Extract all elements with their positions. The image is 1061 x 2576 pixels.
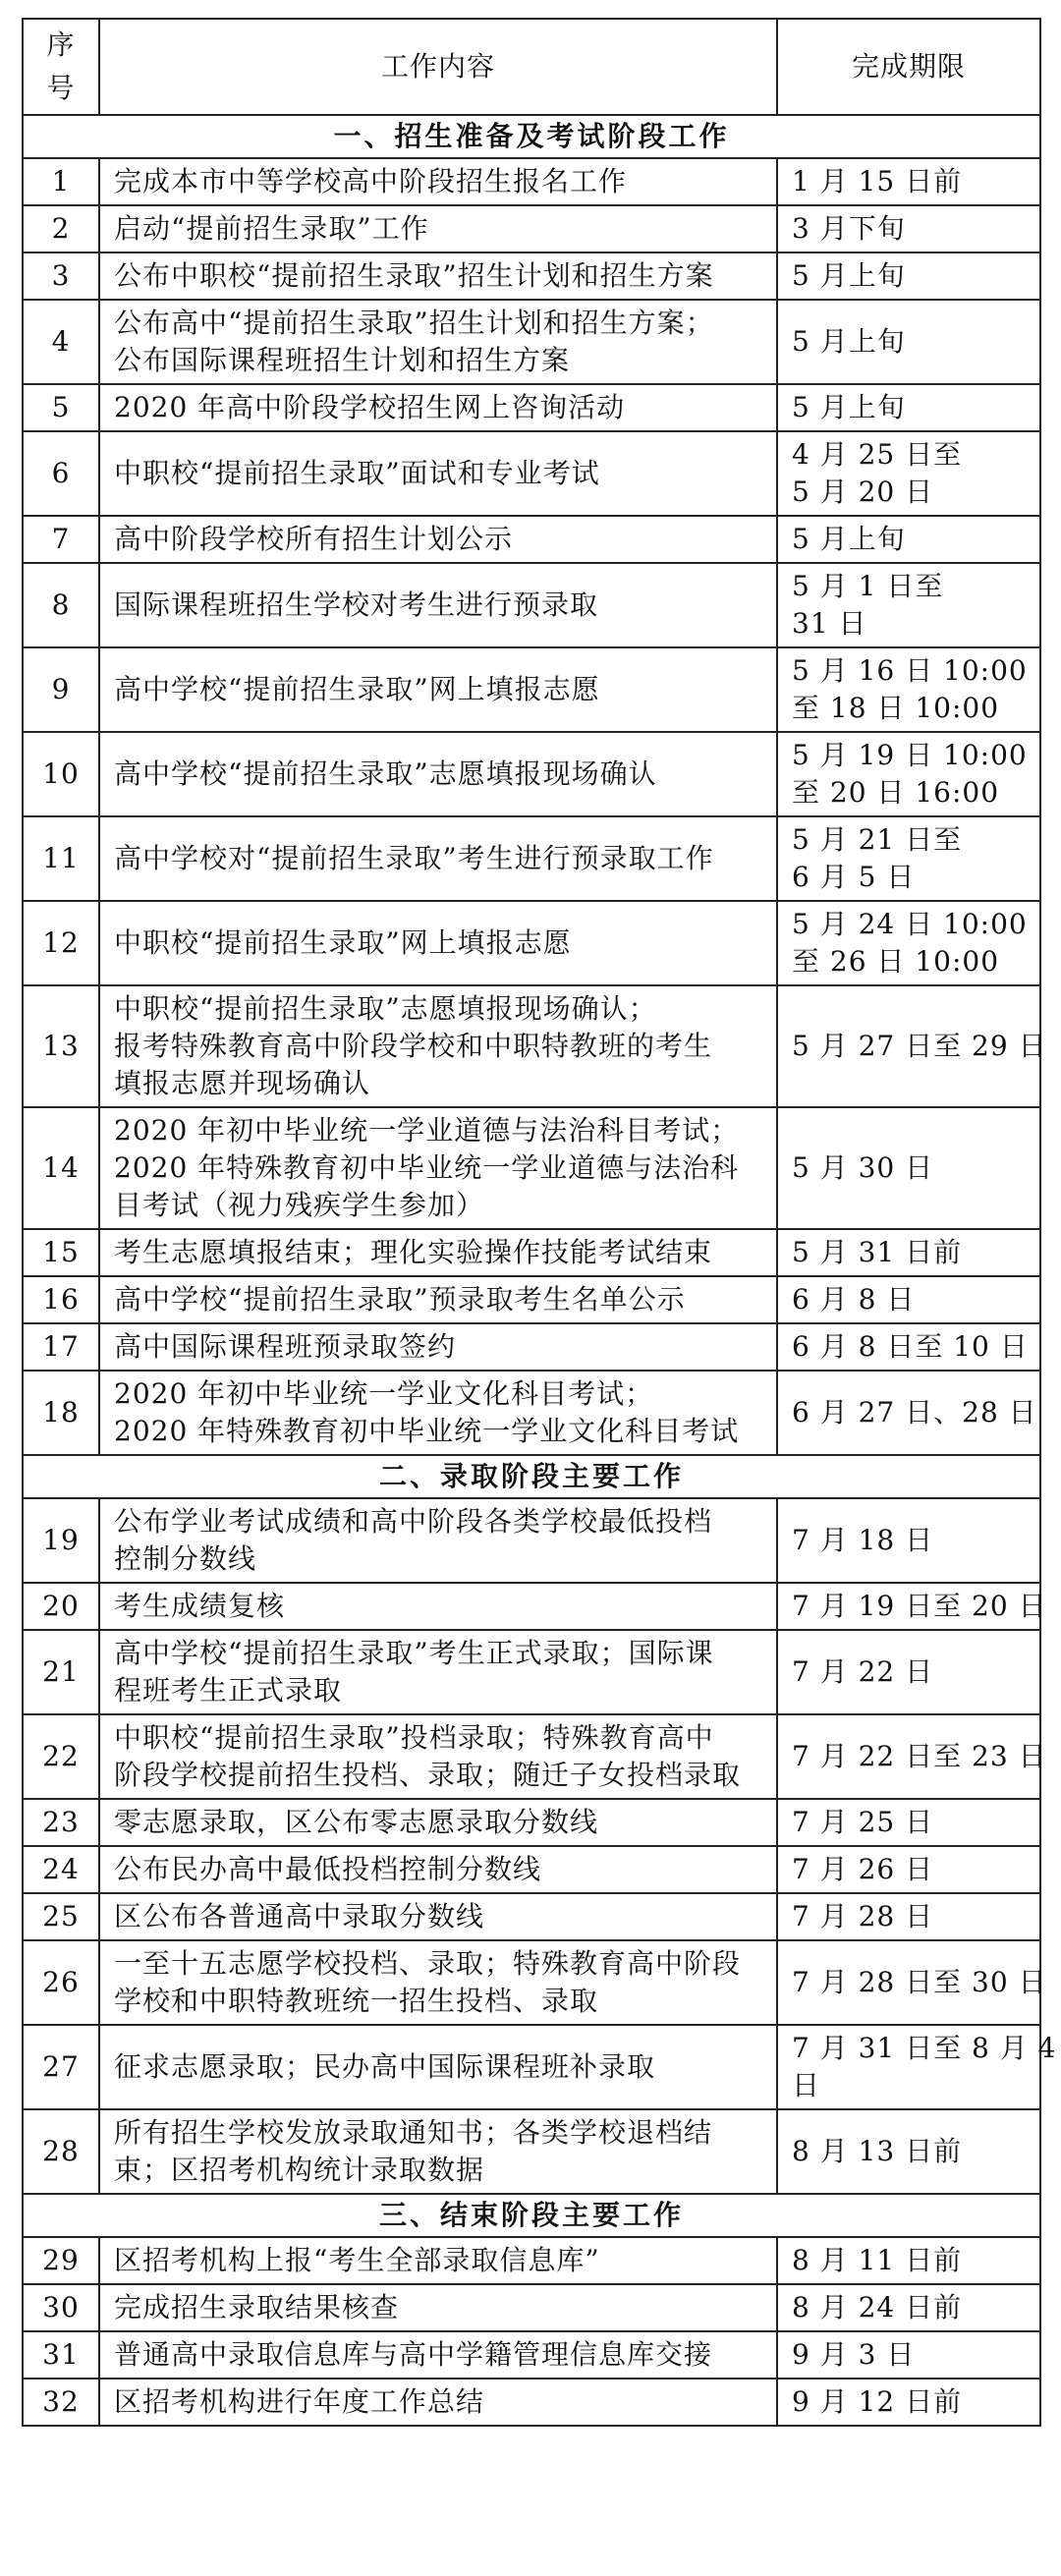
table-row — [23, 1498, 1040, 1583]
table-row — [23, 1583, 1040, 1630]
task-cell — [99, 1107, 777, 1229]
task-cell — [99, 901, 777, 985]
table-row — [23, 563, 1040, 647]
table-row — [23, 1799, 1040, 1846]
row-number: 21 — [23, 1630, 99, 1714]
deadline-cell — [777, 2109, 1040, 2194]
table-row — [23, 732, 1040, 816]
deadline-text-line: 5 月 30 日 — [792, 1151, 934, 1184]
deadline-text-line: 9 月 12 日前 — [792, 2385, 963, 2418]
deadline-cell — [777, 1276, 1040, 1323]
deadline-text-line: 7 月 28 日至 30 日 — [792, 1966, 1047, 1998]
task-text-line: 填报志愿并现场确认 — [114, 1067, 371, 1099]
deadline-cell — [777, 732, 1040, 816]
deadline-text-line: 3 月下旬 — [792, 212, 906, 245]
table-row — [23, 1630, 1040, 1714]
deadline-cell — [777, 1323, 1040, 1371]
row-number: 25 — [23, 1893, 99, 1940]
deadline-cell — [777, 1229, 1040, 1276]
task-cell — [99, 816, 777, 901]
table-row — [23, 1714, 1040, 1799]
table-row — [23, 1371, 1040, 1455]
task-cell — [99, 384, 777, 431]
header-task: 工作内容 — [99, 19, 777, 115]
section-title: 三、结束阶段主要工作 — [23, 2194, 1040, 2237]
table-row — [23, 2379, 1040, 2426]
task-text-line: 零志愿录取，区公布零志愿录取分数线 — [114, 1806, 599, 1838]
deadline-text-line: 7 月 18 日 — [792, 1524, 934, 1556]
deadline-cell — [777, 901, 1040, 985]
task-text-line: 2020 年特殊教育初中毕业统一学业文化科目考试 — [114, 1415, 740, 1447]
table-row — [23, 2109, 1040, 2194]
row-number: 19 — [23, 1498, 99, 1583]
task-text-line: 程班考生正式录取 — [114, 1674, 343, 1707]
deadline-text-line: 7 月 25 日 — [792, 1806, 934, 1838]
task-text-line: 公布民办高中最低投档控制分数线 — [114, 1853, 542, 1885]
row-number: 7 — [23, 516, 99, 563]
task-text-line: 普通高中录取信息库与高中学籍管理信息库交接 — [114, 2338, 713, 2371]
deadline-cell — [777, 1630, 1040, 1714]
task-text-line: 高中学校“提前招生录取”考生正式录取；国际课 — [114, 1637, 714, 1669]
table-row — [23, 516, 1040, 563]
task-cell — [99, 2025, 777, 2109]
task-text-line: 中职校“提前招生录取”网上填报志愿 — [114, 926, 572, 959]
task-cell — [99, 1498, 777, 1583]
deadline-cell — [777, 1498, 1040, 1583]
task-cell — [99, 300, 777, 384]
task-cell — [99, 252, 777, 300]
row-number: 20 — [23, 1583, 99, 1630]
table-row — [23, 1229, 1040, 1276]
row-number: 16 — [23, 1276, 99, 1323]
row-number: 10 — [23, 732, 99, 816]
deadline-cell — [777, 1893, 1040, 1940]
table-row — [23, 1323, 1040, 1371]
task-cell — [99, 2284, 777, 2331]
deadline-cell — [777, 2284, 1040, 2331]
table-row — [23, 647, 1040, 732]
task-cell — [99, 1229, 777, 1276]
header-row — [23, 19, 1040, 115]
deadline-text-line: 8 月 24 日前 — [792, 2291, 963, 2324]
table-row — [23, 2331, 1040, 2379]
task-text-line: 2020 年初中毕业统一学业道德与法治科目考试； — [114, 1114, 740, 1147]
table-row — [23, 1276, 1040, 1323]
row-number: 12 — [23, 901, 99, 985]
task-text-line: 2020 年特殊教育初中毕业统一学业道德与法治科 — [114, 1151, 740, 1184]
task-text-line: 国际课程班招生学校对考生进行预录取 — [114, 588, 599, 621]
task-text-line: 公布国际课程班招生计划和招生方案 — [114, 344, 571, 376]
table-row — [23, 1107, 1040, 1229]
task-text-line: 一至十五志愿学校投档、录取；特殊教育高中阶段 — [114, 1947, 742, 1980]
row-number: 18 — [23, 1371, 99, 1455]
row-number: 23 — [23, 1799, 99, 1846]
table-header — [23, 19, 1040, 115]
task-text-line: 考生志愿填报结束；理化实验操作技能考试结束 — [114, 1236, 713, 1268]
deadline-text-line: 5 月上旬 — [792, 259, 906, 292]
deadline-text-line: 6 月 8 日至 10 日 — [792, 1330, 1029, 1363]
deadline-text-line: 1 月 15 日前 — [792, 165, 963, 197]
deadline-text-line: 6 月 27 日、28 日 — [792, 1396, 1037, 1428]
table-row — [23, 300, 1040, 384]
deadline-cell — [777, 563, 1040, 647]
task-cell — [99, 1940, 777, 2025]
row-number: 13 — [23, 985, 99, 1107]
task-text-line: 高中学校“提前招生录取”网上填报志愿 — [114, 673, 600, 705]
deadline-text-line: 日 — [792, 2069, 821, 2101]
deadline-cell — [777, 205, 1040, 252]
table-row — [23, 985, 1040, 1107]
row-number: 30 — [23, 2284, 99, 2331]
row-number: 4 — [23, 300, 99, 384]
deadline-cell — [777, 384, 1040, 431]
task-text-line: 目考试（视力残疾学生参加） — [114, 1189, 485, 1221]
deadline-cell — [777, 2025, 1057, 2109]
deadline-cell — [777, 1799, 1040, 1846]
deadline-text-line: 至 18 日 10:00 — [792, 692, 1000, 724]
table-body — [23, 115, 1057, 2426]
table-row — [23, 816, 1040, 901]
task-cell — [99, 563, 777, 647]
row-number: 11 — [23, 816, 99, 901]
row-number: 9 — [23, 647, 99, 732]
task-cell — [99, 647, 777, 732]
table-row — [23, 158, 1040, 205]
enrollment-schedule-table — [22, 18, 1057, 2427]
task-cell — [99, 2237, 777, 2284]
task-text-line: 高中学校“提前招生录取”预录取考生名单公示 — [114, 1283, 686, 1316]
task-text-line: 公布高中“提前招生录取”招生计划和招生方案； — [114, 307, 714, 339]
task-text-line: 高中学校对“提前招生录取”考生进行预录取工作 — [114, 842, 714, 874]
row-number: 17 — [23, 1323, 99, 1371]
task-cell — [99, 1583, 777, 1630]
deadline-text-line: 4 月 25 日至 — [792, 438, 963, 471]
task-text-line: 2020 年高中阶段学校招生网上咨询活动 — [114, 391, 626, 423]
deadline-cell — [777, 1583, 1047, 1630]
deadline-text-line: 5 月上旬 — [792, 325, 906, 358]
task-text-line: 公布中职校“提前招生录取”招生计划和招生方案 — [114, 259, 714, 292]
table-row — [23, 1893, 1040, 1940]
row-number: 24 — [23, 1846, 99, 1893]
row-number: 29 — [23, 2237, 99, 2284]
deadline-text-line: 5 月上旬 — [792, 523, 906, 555]
task-text-line: 区公布各普通高中录取分数线 — [114, 1900, 485, 1932]
deadline-cell — [777, 2379, 1040, 2426]
deadline-text-line: 5 月 20 日 — [792, 476, 934, 508]
deadline-text-line: 6 月 5 日 — [792, 861, 916, 893]
deadline-text-line: 5 月 21 日至 — [792, 823, 963, 856]
deadline-cell — [777, 252, 1040, 300]
deadline-text-line: 8 月 13 日前 — [792, 2135, 963, 2167]
task-text-line: 高中学校“提前招生录取”志愿填报现场确认 — [114, 757, 657, 790]
task-text-line: 高中阶段学校所有招生计划公示 — [114, 523, 514, 555]
header-number-line2: 号 — [46, 72, 76, 104]
task-text-line: 完成招生录取结果核查 — [114, 2291, 400, 2324]
task-cell — [99, 1323, 777, 1371]
deadline-cell — [777, 1714, 1047, 1799]
table-row — [23, 252, 1040, 300]
deadline-text-line: 至 26 日 10:00 — [792, 945, 1000, 978]
deadline-cell — [777, 2237, 1040, 2284]
row-number: 22 — [23, 1714, 99, 1799]
row-number: 26 — [23, 1940, 99, 2025]
section-title: 一、招生准备及考试阶段工作 — [23, 115, 1040, 158]
deadline-text-line: 6 月 8 日 — [792, 1283, 916, 1316]
deadline-cell — [777, 158, 1040, 205]
deadline-text-line: 7 月 22 日至 23 日 — [792, 1740, 1047, 1772]
deadline-cell — [777, 431, 1040, 516]
deadline-cell — [777, 1371, 1040, 1455]
row-number: 31 — [23, 2331, 99, 2379]
deadline-cell — [777, 2331, 1040, 2379]
task-text-line: 高中国际课程班预录取签约 — [114, 1330, 457, 1363]
row-number: 5 — [23, 384, 99, 431]
task-text-line: 考生成绩复核 — [114, 1590, 286, 1622]
table-row — [23, 205, 1040, 252]
deadline-text-line: 5 月 27 日至 29 日 — [792, 1030, 1047, 1062]
task-cell — [99, 2109, 777, 2194]
task-cell — [99, 732, 777, 816]
deadline-text-line: 9 月 3 日 — [792, 2338, 916, 2371]
row-number: 32 — [23, 2379, 99, 2426]
task-cell — [99, 1714, 777, 1799]
header-number-line1: 序 — [46, 28, 76, 61]
task-text-line: 控制分数线 — [114, 1542, 257, 1575]
table-row — [23, 384, 1040, 431]
row-number: 8 — [23, 563, 99, 647]
task-text-line: 区招考机构上报“考生全部录取信息库” — [114, 2244, 600, 2276]
task-cell — [99, 1371, 777, 1455]
task-cell — [99, 2331, 777, 2379]
deadline-text-line: 5 月上旬 — [792, 391, 906, 423]
deadline-text-line: 5 月 16 日 10:00 — [792, 654, 1028, 687]
task-cell — [99, 158, 777, 205]
deadline-text-line: 5 月 19 日 10:00 — [792, 739, 1028, 771]
task-text-line: 完成本市中等学校高中阶段招生报名工作 — [114, 165, 628, 197]
task-text-line: 报考特殊教育高中阶段学校和中职特教班的考生 — [114, 1030, 713, 1062]
deadline-text-line: 7 月 22 日 — [792, 1655, 934, 1688]
task-text-line: 中职校“提前招生录取”志愿填报现场确认； — [114, 992, 657, 1025]
section-row — [23, 1455, 1040, 1498]
task-cell — [99, 1276, 777, 1323]
row-number: 28 — [23, 2109, 99, 2194]
table-row — [23, 2237, 1040, 2284]
deadline-text-line: 7 月 31 日至 8 月 4 — [792, 2032, 1057, 2064]
task-cell — [99, 1630, 777, 1714]
row-number: 15 — [23, 1229, 99, 1276]
task-text-line: 征求志愿录取；民办高中国际课程班补录取 — [114, 2050, 656, 2083]
deadline-text-line: 5 月 31 日前 — [792, 1236, 963, 1268]
deadline-text-line: 7 月 19 日至 20 日 — [792, 1590, 1047, 1622]
section-row — [23, 2194, 1040, 2237]
task-cell — [99, 516, 777, 563]
row-number: 3 — [23, 252, 99, 300]
deadline-text-line: 至 20 日 16:00 — [792, 776, 1000, 809]
task-cell — [99, 1893, 777, 1940]
task-text-line: 束；区招考机构统计录取数据 — [114, 2154, 485, 2186]
table-row — [23, 431, 1040, 516]
table-row — [23, 2284, 1040, 2331]
task-cell — [99, 2379, 777, 2426]
deadline-text-line: 8 月 11 日前 — [792, 2244, 963, 2276]
deadline-cell — [777, 300, 1040, 384]
task-text-line: 公布学业考试成绩和高中阶段各类学校最低投档 — [114, 1505, 713, 1538]
deadline-text-line: 31 日 — [792, 607, 867, 640]
deadline-cell — [777, 985, 1047, 1107]
task-text-line: 中职校“提前招生录取”投档录取；特殊教育高中 — [114, 1721, 714, 1754]
header-number — [23, 19, 99, 115]
deadline-cell — [777, 647, 1040, 732]
table-row — [23, 901, 1040, 985]
row-number: 6 — [23, 431, 99, 516]
row-number: 1 — [23, 158, 99, 205]
row-number: 27 — [23, 2025, 99, 2109]
task-text-line: 中职校“提前招生录取”面试和专业考试 — [114, 457, 600, 489]
deadline-cell — [777, 516, 1040, 563]
header-deadline: 完成期限 — [777, 19, 1040, 115]
task-cell — [99, 1799, 777, 1846]
table-row — [23, 1940, 1040, 2025]
task-text-line: 区招考机构进行年度工作总结 — [114, 2385, 485, 2418]
task-cell — [99, 1846, 777, 1893]
deadline-text-line: 5 月 24 日 10:00 — [792, 908, 1028, 940]
deadline-text-line: 7 月 26 日 — [792, 1853, 934, 1885]
deadline-text-line: 5 月 1 日至 — [792, 570, 944, 602]
deadline-cell — [777, 1940, 1047, 2025]
task-text-line: 所有招生学校发放录取通知书；各类学校退档结 — [114, 2116, 713, 2149]
deadline-cell — [777, 1846, 1040, 1893]
task-cell — [99, 205, 777, 252]
task-text-line: 2020 年初中毕业统一学业文化科目考试； — [114, 1377, 654, 1410]
deadline-cell — [777, 816, 1040, 901]
deadline-text-line: 7 月 28 日 — [792, 1900, 934, 1932]
row-number: 14 — [23, 1107, 99, 1229]
table-row — [23, 2025, 1040, 2109]
task-cell — [99, 985, 777, 1107]
task-cell — [99, 431, 777, 516]
section-row — [23, 115, 1040, 158]
deadline-cell — [777, 1107, 1040, 1229]
task-text-line: 学校和中职特教班统一招生投档、录取 — [114, 1985, 599, 2017]
row-number: 2 — [23, 205, 99, 252]
section-title: 二、录取阶段主要工作 — [23, 1455, 1040, 1498]
task-text-line: 阶段学校提前招生投档、录取；随迁子女投档录取 — [114, 1759, 742, 1791]
table-row — [23, 1846, 1040, 1893]
task-text-line: 启动“提前招生录取”工作 — [114, 212, 429, 245]
